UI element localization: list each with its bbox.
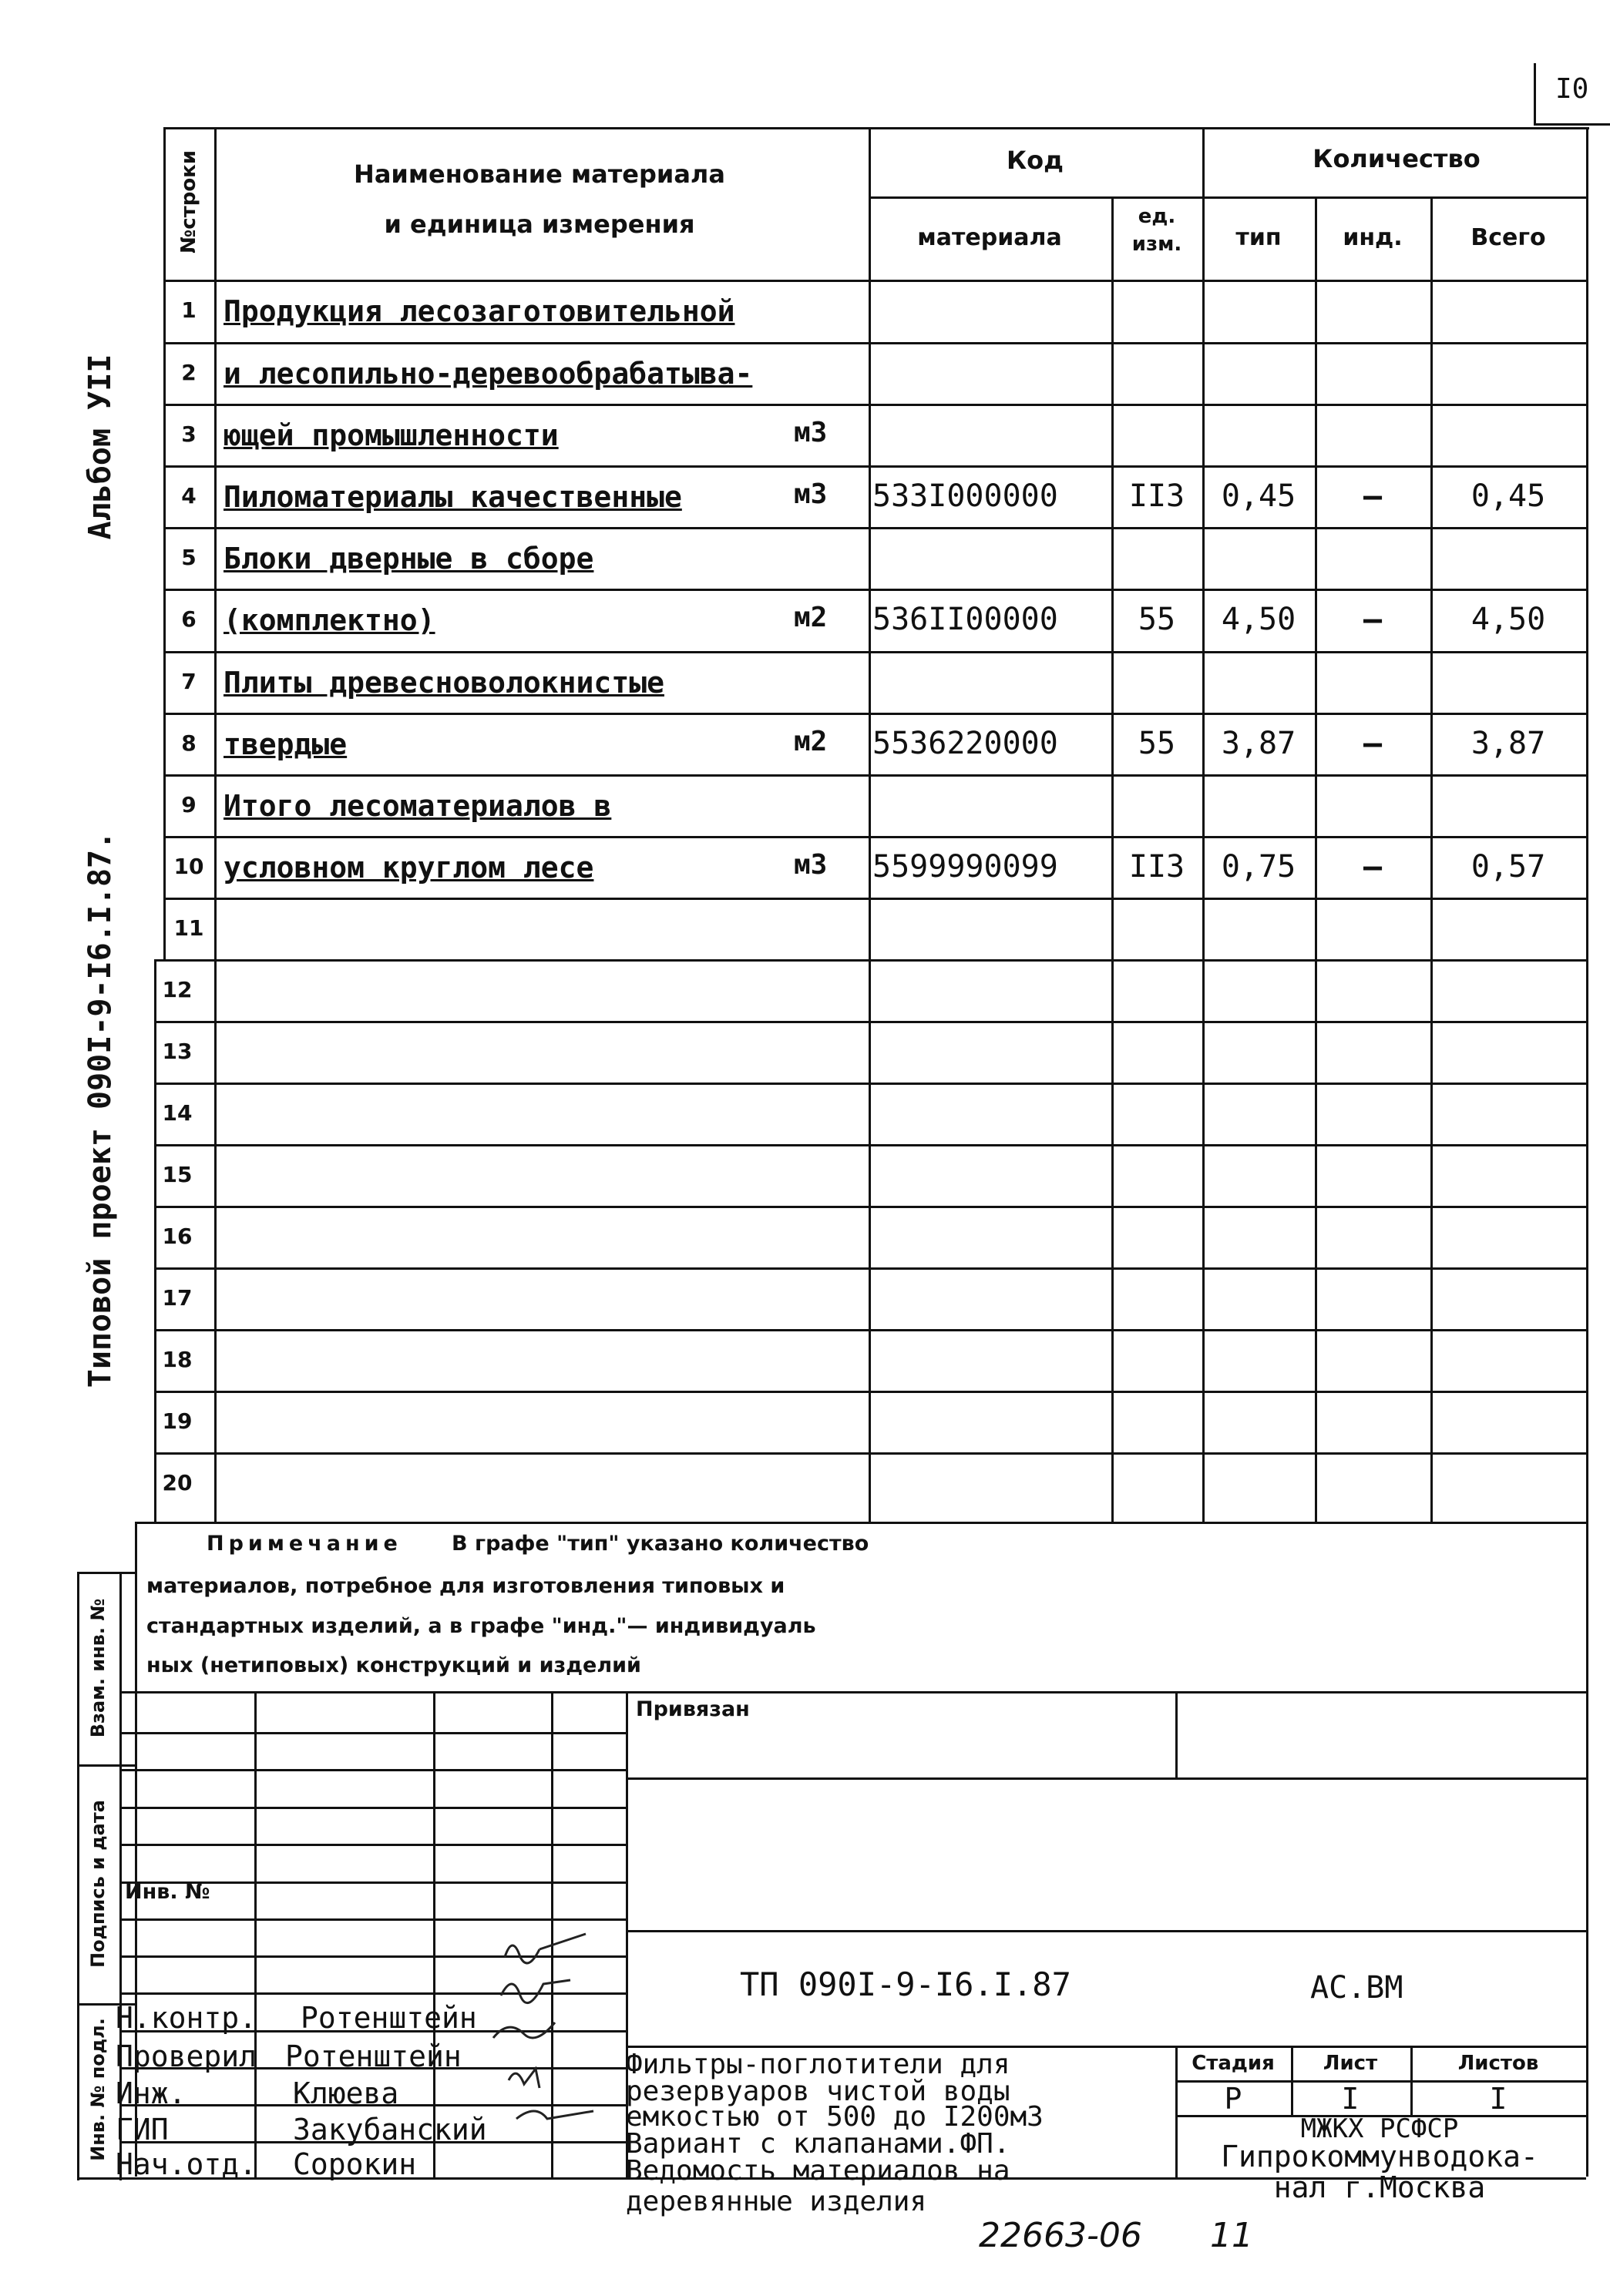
row-qty-type: 3,87 (1221, 726, 1296, 761)
signer-name: Сорокин (293, 2147, 417, 2181)
header-unit-line1: ед. (1138, 205, 1176, 228)
row-number: 13 (162, 1039, 193, 1064)
sheet-label: Лист (1323, 2052, 1378, 2075)
privyazan-label: Привязан (636, 1697, 750, 1721)
row-number: 12 (162, 977, 193, 1002)
row-number: 4 (181, 483, 197, 509)
row-qty-total: 0,45 (1471, 478, 1546, 514)
signer-name: Закубанский (293, 2113, 487, 2147)
sheets-value: I (1489, 2082, 1507, 2116)
side-sign-date-label: Подпись и дата (87, 1800, 109, 1968)
signer-role: Проверил (116, 2039, 257, 2073)
bottom-number: 22663-06 (979, 2216, 1142, 2255)
row-number: 7 (181, 669, 197, 694)
note-line3: стандартных изделий, а в графе "инд."— индивидуаль (146, 1614, 816, 1638)
signer-role: Н.контр. (116, 2001, 257, 2035)
doc-code: ТП 090I-9-I6.I.87 (740, 1965, 1071, 2003)
row-material-name: условном круглом лесе (224, 851, 594, 884)
row-unit-code: 55 (1138, 726, 1176, 761)
drawing-title-line: резервуаров чистой воды (626, 2076, 1010, 2107)
row-qty-ind: – (1363, 602, 1383, 637)
row-qty-type: 4,50 (1221, 602, 1296, 637)
row-number: 15 (162, 1162, 193, 1187)
row-material-name: и лесопильно-деревообрабатыва- (224, 357, 753, 391)
side-inv-orig-label: Инв. № подл. (87, 2018, 109, 2161)
header-unit-line2: изм. (1131, 233, 1182, 256)
note-line4: ных (нетиповых) конструкций и изделий (146, 1653, 641, 1677)
project-label: Типовой проект 090I-9-I6.I.87. (82, 831, 118, 1388)
row-qty-type: 0,75 (1221, 849, 1296, 884)
row-material-code: 536II00000 (872, 602, 1058, 637)
header-name-line2: и единица измерения (384, 210, 695, 239)
bottom-sheet: 11 (1210, 2216, 1253, 2255)
note-line2: материалов, потребное для изготовления типовых и (146, 1574, 785, 1598)
header-quantity: Количество (1313, 144, 1481, 173)
drawing-title-line: Ведомость материалов на (626, 2155, 1010, 2187)
row-material-name: ющей промышленности (224, 418, 559, 452)
row-number: 18 (162, 1347, 193, 1372)
row-qty-ind: – (1363, 849, 1383, 884)
drawing-title-line: Вариант с клапанами.ФП. (626, 2128, 1010, 2160)
drawing-title-line: емкостью от 500 до I200м3 (626, 2101, 1044, 2133)
header-code-material: материала (917, 224, 1062, 251)
row-material-name: (комплектно) (224, 603, 435, 637)
header-qty-total: Всего (1471, 224, 1546, 251)
note-line1: В графе "тип" указано количество (452, 1532, 869, 1556)
row-material-name: Блоки дверные в сборе (224, 542, 594, 576)
header-row-no: №строки (177, 149, 200, 254)
stage-value: Р (1224, 2082, 1242, 2116)
row-number: 16 (162, 1224, 193, 1249)
row-qty-total: 0,57 (1471, 849, 1546, 884)
row-material-name: Пиломатериалы качественные (224, 480, 682, 514)
note-label: Примечание (207, 1532, 402, 1556)
row-material-unit: м3 (794, 849, 828, 881)
row-material-code: 5599990099 (872, 849, 1058, 884)
side-inv-no-label: Взам. инв. № (87, 1598, 109, 1738)
row-material-name: Плиты древесноволокнистые (224, 666, 664, 700)
row-number: 19 (162, 1408, 193, 1434)
doc-mark: АС.ВМ (1310, 1970, 1403, 2006)
page-number: I0 (1555, 73, 1589, 105)
sheet-value: I (1341, 2082, 1360, 2116)
row-material-code: 5536220000 (872, 726, 1058, 761)
header-qty-ind: инд. (1343, 224, 1403, 251)
row-material-unit: м2 (794, 602, 828, 633)
sheets-label: Листов (1457, 2052, 1539, 2075)
album-label: Альбом УII (82, 354, 118, 540)
row-number: 9 (181, 792, 197, 817)
row-material-name: Продукция лесозаготовительной (224, 294, 735, 328)
org-line3: нал г.Москва (1273, 2170, 1486, 2204)
row-material-name: твердые (224, 727, 348, 761)
row-material-unit: м2 (794, 726, 828, 757)
handwritten-signatures (432, 1888, 632, 2188)
row-number: 5 (181, 545, 197, 570)
row-qty-total: 4,50 (1471, 602, 1546, 637)
signer-name: Клюева (293, 2076, 399, 2110)
row-qty-ind: – (1363, 726, 1383, 761)
signer-role: Нач.отд. (116, 2147, 257, 2181)
row-number: 2 (181, 360, 197, 385)
row-material-unit: м3 (794, 417, 828, 448)
signer-role: ГИП (116, 2113, 169, 2147)
stage-label: Стадия (1192, 2052, 1275, 2075)
row-qty-type: 0,45 (1221, 478, 1296, 514)
drawing-title-line: Фильтры-поглотители для (626, 2049, 1010, 2080)
header-name-line1: Наименование материала (354, 159, 725, 189)
header-qty-type: тип (1235, 224, 1282, 251)
row-unit-code: II3 (1128, 849, 1185, 884)
row-number: 17 (162, 1285, 193, 1311)
drawing-title-line: деревянные изделия (626, 2186, 927, 2217)
row-number: 8 (181, 730, 197, 756)
row-number: 1 (181, 297, 197, 323)
row-number: 3 (181, 421, 197, 447)
row-number: 10 (173, 854, 204, 879)
row-number: 6 (181, 606, 197, 632)
org-line2: Гипрокоммунводока- (1221, 2140, 1538, 2173)
row-qty-ind: – (1363, 478, 1383, 514)
signer-name: Ротенштейн (285, 2039, 462, 2073)
signer-name: Ротенштейн (301, 2001, 477, 2035)
header-code: Код (1007, 146, 1064, 175)
row-qty-total: 3,87 (1471, 726, 1546, 761)
row-unit-code: 55 (1138, 602, 1176, 637)
row-unit-code: II3 (1128, 478, 1185, 514)
row-material-unit: м3 (794, 478, 828, 510)
row-number: 14 (162, 1100, 193, 1126)
org-line1: МЖКХ РСФСР (1300, 2113, 1459, 2144)
row-material-name: Итого лесоматериалов в (224, 789, 612, 823)
row-number: 20 (162, 1470, 193, 1495)
row-number: 11 (173, 915, 204, 941)
row-material-code: 533I000000 (872, 478, 1058, 514)
stamp-inv-no-label: Инв. № (125, 1880, 210, 1904)
signer-role: Инж. (116, 2076, 187, 2110)
